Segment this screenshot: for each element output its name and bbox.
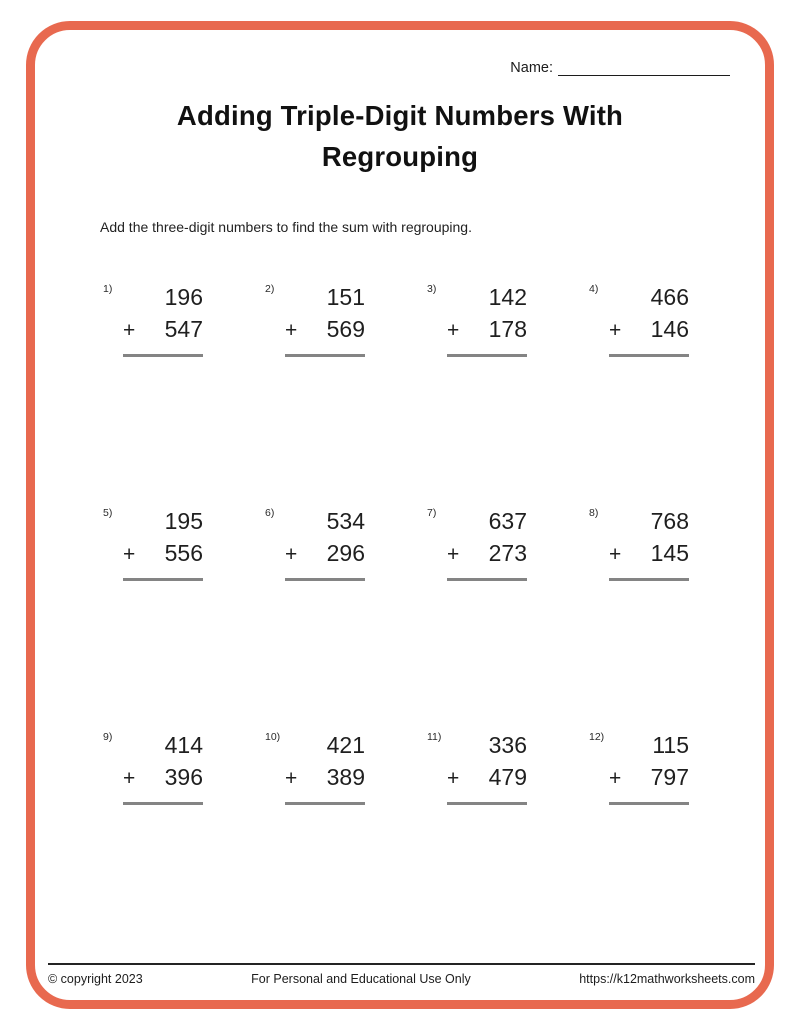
answer-write-line[interactable] — [447, 802, 527, 805]
addend-bottom-row — [123, 536, 203, 572]
answer-write-line[interactable] — [609, 578, 689, 581]
problem-stack — [447, 730, 527, 805]
addend-top: 466 — [650, 284, 689, 310]
footer-divider — [48, 963, 755, 965]
name-row — [510, 60, 730, 76]
addend-bottom: 569 — [326, 316, 365, 342]
addend-bottom: 146 — [650, 316, 689, 342]
plus-operator: + — [123, 767, 136, 790]
answer-write-line[interactable] — [285, 354, 365, 357]
addend-bottom-row — [285, 536, 365, 572]
addend-top: 196 — [164, 284, 203, 310]
problem-number: 9) — [103, 731, 113, 743]
problem-8 — [589, 506, 751, 730]
plus-operator: + — [447, 767, 460, 790]
answer-write-line[interactable] — [123, 578, 203, 581]
problem-stack — [123, 506, 203, 581]
problem-4 — [589, 282, 751, 506]
name-write-line[interactable] — [558, 60, 730, 76]
addend-bottom-row — [285, 312, 365, 348]
plus-operator: + — [447, 319, 460, 342]
problem-stack — [447, 506, 527, 581]
addend-bottom: 296 — [326, 540, 365, 566]
addend-bottom: 389 — [326, 764, 365, 790]
addend-top: 151 — [326, 284, 365, 310]
problem-number: 12) — [589, 731, 605, 743]
addend-bottom-row — [447, 312, 527, 348]
answer-write-line[interactable] — [609, 354, 689, 357]
problem-stack — [447, 282, 527, 357]
page-title — [0, 95, 800, 177]
addend-top: 336 — [488, 732, 527, 758]
problem-3 — [427, 282, 589, 506]
problem-1 — [103, 282, 265, 506]
addend-bottom: 556 — [164, 540, 203, 566]
addend-top: 534 — [326, 508, 365, 534]
footer-usage-text: For Personal and Educational Use Only — [251, 972, 471, 986]
plus-operator: + — [609, 543, 622, 566]
plus-operator: + — [285, 543, 298, 566]
footer — [48, 972, 755, 986]
problem-9 — [103, 730, 265, 954]
problem-number: 1) — [103, 283, 113, 295]
problem-number: 11) — [427, 731, 442, 743]
problem-12 — [589, 730, 751, 954]
plus-operator: + — [285, 319, 298, 342]
answer-write-line[interactable] — [123, 802, 203, 805]
problem-number: 3) — [427, 283, 437, 295]
plus-operator: + — [123, 543, 136, 566]
plus-operator: + — [285, 767, 298, 790]
problem-stack — [609, 730, 689, 805]
addend-bottom-row — [609, 312, 689, 348]
addend-top: 115 — [652, 732, 689, 758]
addend-bottom: 396 — [164, 764, 203, 790]
problem-7 — [427, 506, 589, 730]
plus-operator: + — [447, 543, 460, 566]
addend-bottom: 145 — [650, 540, 689, 566]
problem-6 — [265, 506, 427, 730]
answer-write-line[interactable] — [447, 578, 527, 581]
problem-number: 5) — [103, 507, 113, 519]
addend-bottom-row — [609, 536, 689, 572]
addend-top: 142 — [488, 284, 527, 310]
footer-copyright: © copyright 2023 — [48, 972, 143, 986]
plus-operator: + — [609, 319, 622, 342]
addend-bottom: 547 — [164, 316, 203, 342]
instruction-text: Add the three-digit numbers to find the sum with regrouping. — [100, 219, 472, 235]
addend-bottom-row — [609, 760, 689, 796]
addend-bottom: 273 — [488, 540, 527, 566]
problem-number: 2) — [265, 283, 275, 295]
addend-bottom-row — [285, 760, 365, 796]
answer-write-line[interactable] — [285, 578, 365, 581]
footer-website-link[interactable]: https://k12mathworksheets.com — [579, 972, 755, 986]
problem-stack — [285, 282, 365, 357]
plus-operator: + — [123, 319, 136, 342]
plus-operator: + — [609, 767, 622, 790]
addend-top: 414 — [164, 732, 203, 758]
problem-10 — [265, 730, 427, 954]
addend-top: 637 — [488, 508, 527, 534]
problem-5 — [103, 506, 265, 730]
name-label: Name: — [510, 60, 553, 76]
problem-stack — [123, 730, 203, 805]
addend-bottom-row — [447, 536, 527, 572]
answer-write-line[interactable] — [447, 354, 527, 357]
answer-write-line[interactable] — [609, 802, 689, 805]
page-title-line2: Regrouping — [321, 141, 479, 172]
addend-top: 195 — [164, 508, 203, 534]
answer-write-line[interactable] — [123, 354, 203, 357]
addend-bottom-row — [123, 760, 203, 796]
problem-number: 10) — [265, 731, 281, 743]
problem-2 — [265, 282, 427, 506]
problem-stack — [123, 282, 203, 357]
addend-bottom-row — [447, 760, 527, 796]
addend-top: 768 — [650, 508, 689, 534]
problem-stack — [609, 506, 689, 581]
problem-11 — [427, 730, 589, 954]
problem-stack — [609, 282, 689, 357]
addend-bottom: 479 — [488, 764, 527, 790]
problem-stack — [285, 730, 365, 805]
addend-bottom: 178 — [488, 316, 527, 342]
problem-number: 6) — [265, 507, 275, 519]
page-title-line1: Adding Triple-Digit Numbers With — [176, 100, 624, 131]
addend-bottom: 797 — [650, 764, 689, 790]
addend-bottom-row — [123, 312, 203, 348]
problem-number: 4) — [589, 283, 599, 295]
problem-number: 7) — [427, 507, 437, 519]
problem-stack — [285, 506, 365, 581]
answer-write-line[interactable] — [285, 802, 365, 805]
problem-number: 8) — [589, 507, 599, 519]
problems-grid — [103, 282, 751, 954]
addend-top: 421 — [326, 732, 365, 758]
